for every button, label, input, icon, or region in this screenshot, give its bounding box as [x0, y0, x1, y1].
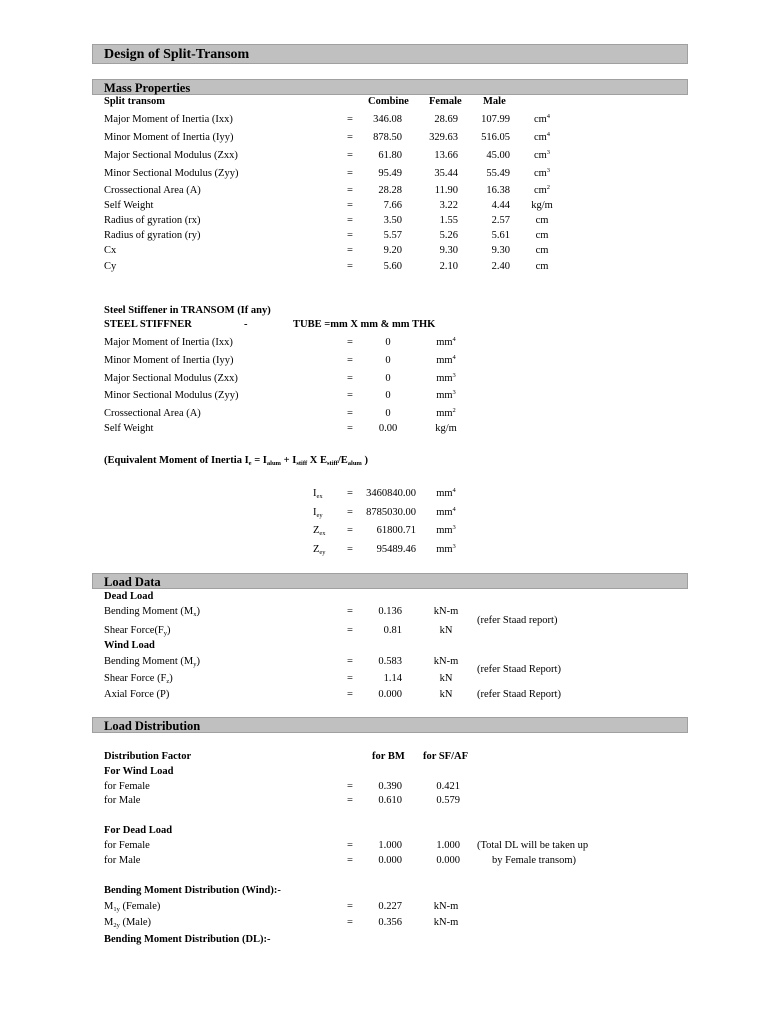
load-data-header — [92, 573, 688, 589]
combine-value: 9.20 — [383, 245, 402, 256]
female-value: 13.66 — [434, 150, 458, 161]
equals: = — [347, 781, 353, 792]
female-value: 5.26 — [439, 230, 458, 241]
steel-value: 0.00 — [378, 423, 398, 434]
wl-bending-moment-label: Bending Moment $(M_y)$ — [104, 656, 200, 668]
equals: = — [347, 507, 353, 518]
mass-unit: $cm^3$ — [533, 149, 551, 161]
mass-unit: $cm^2$ — [533, 184, 551, 196]
mass-row-label: Minor Sectional Modulus (Zyy) — [104, 168, 239, 179]
mass-unit: cm — [535, 230, 549, 241]
bm-distribution-dl-heading: Bending Moment Distribution (DL):- — [104, 934, 271, 945]
combine-value: 7.66 — [383, 200, 402, 211]
equals: = — [347, 544, 353, 555]
tube-spec: TUBE =mm X mm & mm THK — [293, 319, 436, 330]
dl-bending-moment-unit: kN-m — [433, 606, 459, 617]
axial-force-value: 0.000 — [378, 689, 402, 700]
equals: = — [347, 606, 353, 617]
wl-bending-moment-unit: kN-m — [433, 656, 459, 667]
for-dead-load-heading: For Dead Load — [104, 825, 173, 836]
steel-row-label: Major Moment of Inertia (Ixx) — [104, 337, 233, 348]
equals: = — [347, 901, 353, 912]
mass-unit: cm — [535, 215, 549, 226]
col-for-sf-af: for SF/AF — [423, 751, 469, 762]
combine-value: 61.80 — [378, 150, 402, 161]
equals: = — [347, 337, 353, 348]
dl-shear-force-label: Shear $Force(F_y)$ — [104, 625, 171, 637]
equals: = — [347, 408, 353, 419]
equals: = — [347, 230, 353, 241]
mass-row-label: Radius of gyration (ry) — [104, 230, 201, 241]
dead-load-heading: Dead Load — [104, 591, 154, 602]
af-staad-note: (refer Staad Report) — [477, 689, 561, 700]
steel-unit: $mm^4$ — [436, 354, 456, 366]
equals: = — [347, 114, 353, 125]
m1y-female-unit: kN-m — [433, 901, 459, 912]
m2y-male-value: 0.356 — [378, 917, 402, 928]
mass-unit: $cm^4$ — [533, 131, 551, 143]
load-distribution-header — [92, 717, 688, 733]
male-value: 9.30 — [491, 245, 510, 256]
equals: = — [347, 840, 353, 851]
axial-force-unit: kN — [439, 689, 453, 700]
col-male: Male — [483, 96, 506, 107]
dead-female-label: for Female — [104, 840, 150, 851]
male-value: 16.38 — [486, 185, 510, 196]
steel-value: 0 — [385, 390, 391, 401]
equiv-value: 3460840.00 — [366, 488, 416, 499]
m1y-female-label: $M_{1y}$ (Female) — [104, 901, 161, 913]
load-data-heading: Load Data — [104, 575, 161, 589]
equals: = — [347, 373, 353, 384]
equals: = — [347, 215, 353, 226]
mass-row-label: Self Weight — [104, 200, 154, 211]
wl-shear-force-value: 1.14 — [383, 673, 402, 684]
title-bar — [92, 44, 688, 64]
male-value: 5.61 — [491, 230, 510, 241]
steel-unit: $mm^3$ — [436, 372, 456, 384]
equiv-value: 95489.46 — [376, 544, 416, 555]
combine-value: 3.50 — [383, 215, 402, 226]
dl-shear-force-value: 0.81 — [383, 625, 402, 636]
equals: = — [347, 488, 353, 499]
equiv-unit: $mm^3$ — [436, 543, 456, 555]
dead-female-sf: 1.000 — [436, 840, 460, 851]
equals: = — [347, 855, 353, 866]
wind-male-sf: 0.579 — [436, 795, 460, 806]
female-value: 329.63 — [429, 132, 458, 143]
m2y-male-unit: kN-m — [433, 917, 459, 928]
steel-unit: $mm^3$ — [436, 389, 456, 401]
mass-unit: cm — [535, 261, 549, 272]
equiv-value: 61800.71 — [376, 525, 416, 536]
for-wind-load-heading: For Wind Load — [104, 766, 174, 777]
combine-value: 878.50 — [373, 132, 402, 143]
distribution-factor-label: Distribution Factor — [104, 751, 192, 762]
female-value: 11.90 — [434, 185, 458, 196]
steel-row-label: Minor Moment of Inertia (Iyy) — [104, 355, 234, 366]
female-value: 3.22 — [439, 200, 458, 211]
steel-dash: - — [244, 319, 248, 330]
equals: = — [347, 673, 353, 684]
mass-row-label: Minor Moment of Inertia (Iyy) — [104, 132, 234, 143]
dl-bending-moment-label: Bending Moment $(M_x)$ — [104, 606, 200, 618]
bm-distribution-wind-heading: Bending Moment Distribution (Wind):- — [104, 885, 281, 896]
steel-value: 0 — [385, 337, 391, 348]
mass-unit: kg/m — [531, 200, 553, 211]
steel-stiffener-heading: Steel Stiffener in TRANSOM (If any) — [104, 305, 271, 316]
equals: = — [347, 390, 353, 401]
wl-bending-moment-value: 0.583 — [378, 656, 402, 667]
mass-row-label: Cx — [104, 245, 117, 256]
mass-unit: $cm^4$ — [533, 113, 551, 125]
equals: = — [347, 261, 353, 272]
dead-male-bm: 0.000 — [378, 855, 402, 866]
equivalent-formula: (Equivalent Moment of Inertia $I_e = I_{alum} + I_{stiff}$ X $E_{stiff}/E_{alum}$ ) — [104, 455, 368, 467]
equals: = — [347, 200, 353, 211]
mass-row-label: Major Moment of Inertia (Ixx) — [104, 114, 233, 125]
dl-note-line1: (Total DL will be taken up — [477, 840, 589, 851]
equiv-value: 8785030.00 — [366, 507, 416, 518]
dl-staad-note: (refer Staad report) — [477, 615, 558, 626]
equals: = — [347, 525, 353, 536]
dl-shear-force-unit: kN — [439, 625, 453, 636]
mass-row-label: Cy — [104, 261, 117, 272]
wl-staad-note: (refer Staad Report) — [477, 664, 561, 675]
dl-note-line2: by Female transom) — [492, 855, 576, 866]
wind-load-heading: Wind Load — [104, 640, 155, 651]
equals: = — [347, 168, 353, 179]
wl-shear-force-unit: kN — [439, 673, 453, 684]
male-value: 107.99 — [481, 114, 510, 125]
wind-male-bm: 0.610 — [378, 795, 402, 806]
load-distribution-heading: Load Distribution — [104, 719, 201, 733]
dead-male-sf: 0.000 — [436, 855, 460, 866]
female-value: 28.69 — [434, 114, 458, 125]
wl-shear-force-label: Shear Force $(F_z)$ — [104, 673, 173, 685]
equiv-symbol: $Z_{ey}$ — [313, 544, 326, 556]
dead-female-bm: 1.000 — [378, 840, 402, 851]
equiv-symbol: $Z_{ex}$ — [313, 525, 326, 537]
equiv-unit: $mm^4$ — [436, 506, 456, 518]
combine-value: 28.28 — [378, 185, 402, 196]
col-for-bm: for BM — [372, 751, 405, 762]
dead-male-label: for Male — [104, 855, 141, 866]
female-value: 2.10 — [439, 261, 458, 272]
equals: = — [347, 795, 353, 806]
mass-row-label: Radius of gyration (rx) — [104, 215, 201, 226]
equiv-symbol: $I_{ex}$ — [313, 488, 323, 500]
document-title: Design of Split-Transom — [104, 47, 250, 62]
split-transom-label: Split transom — [104, 96, 165, 107]
equals: = — [347, 355, 353, 366]
steel-value: 0 — [385, 355, 391, 366]
steel-value: 0 — [385, 373, 391, 384]
mass-unit: $cm^3$ — [533, 167, 551, 179]
equals: = — [347, 245, 353, 256]
steel-row-label: Crossectional Area (A) — [104, 408, 201, 419]
axial-force-label: Axial Force (P) — [104, 689, 170, 700]
wind-female-sf: 0.421 — [436, 781, 460, 792]
wind-male-label: for Male — [104, 795, 141, 806]
female-value: 9.30 — [439, 245, 458, 256]
mass-properties-header — [92, 79, 688, 95]
m2y-male-label: $M_{2y}$ (Male) — [104, 917, 152, 929]
mass-properties-heading: Mass Properties — [104, 81, 191, 95]
combine-value: 95.49 — [378, 168, 402, 179]
steel-unit: $mm^4$ — [436, 336, 456, 348]
male-value: 45.00 — [486, 150, 510, 161]
male-value: 2.57 — [491, 215, 510, 226]
mass-row-label: Crossectional Area (A) — [104, 185, 201, 196]
equals: = — [347, 656, 353, 667]
equals: = — [347, 150, 353, 161]
male-value: 516.05 — [481, 132, 510, 143]
steel-stiffner-label: STEEL STIFFNER — [104, 319, 192, 330]
male-value: 4.44 — [491, 200, 510, 211]
equals: = — [347, 689, 353, 700]
dl-bending-moment-value: 0.136 — [378, 606, 402, 617]
m1y-female-value: 0.227 — [378, 901, 402, 912]
female-value: 35.44 — [434, 168, 458, 179]
steel-row-label: Major Sectional Modulus (Zxx) — [104, 373, 238, 384]
combine-value: 346.08 — [373, 114, 402, 125]
wind-female-label: for Female — [104, 781, 150, 792]
steel-row-label: Minor Sectional Modulus (Zyy) — [104, 390, 239, 401]
equiv-symbol: $I_{ey}$ — [313, 507, 323, 519]
wind-female-bm: 0.390 — [378, 781, 402, 792]
steel-value: 0 — [385, 408, 391, 419]
steel-row-label: Self Weight — [104, 423, 154, 434]
male-value: 55.49 — [486, 168, 510, 179]
equals: = — [347, 423, 353, 434]
equiv-unit: $mm^4$ — [436, 487, 456, 499]
male-value: 2.40 — [491, 261, 510, 272]
steel-unit: kg/m — [435, 423, 457, 434]
col-female: Female — [429, 96, 462, 107]
equals: = — [347, 917, 353, 928]
steel-unit: $mm^2$ — [436, 407, 456, 419]
female-value: 1.55 — [439, 215, 458, 226]
equals: = — [347, 132, 353, 143]
combine-value: 5.60 — [383, 261, 402, 272]
equals: = — [347, 185, 353, 196]
combine-value: 5.57 — [383, 230, 402, 241]
equiv-unit: $mm^3$ — [436, 524, 456, 536]
mass-row-label: Major Sectional Modulus (Zxx) — [104, 150, 238, 161]
col-combine: Combine — [368, 96, 409, 107]
mass-unit: cm — [535, 245, 549, 256]
equals: = — [347, 625, 353, 636]
